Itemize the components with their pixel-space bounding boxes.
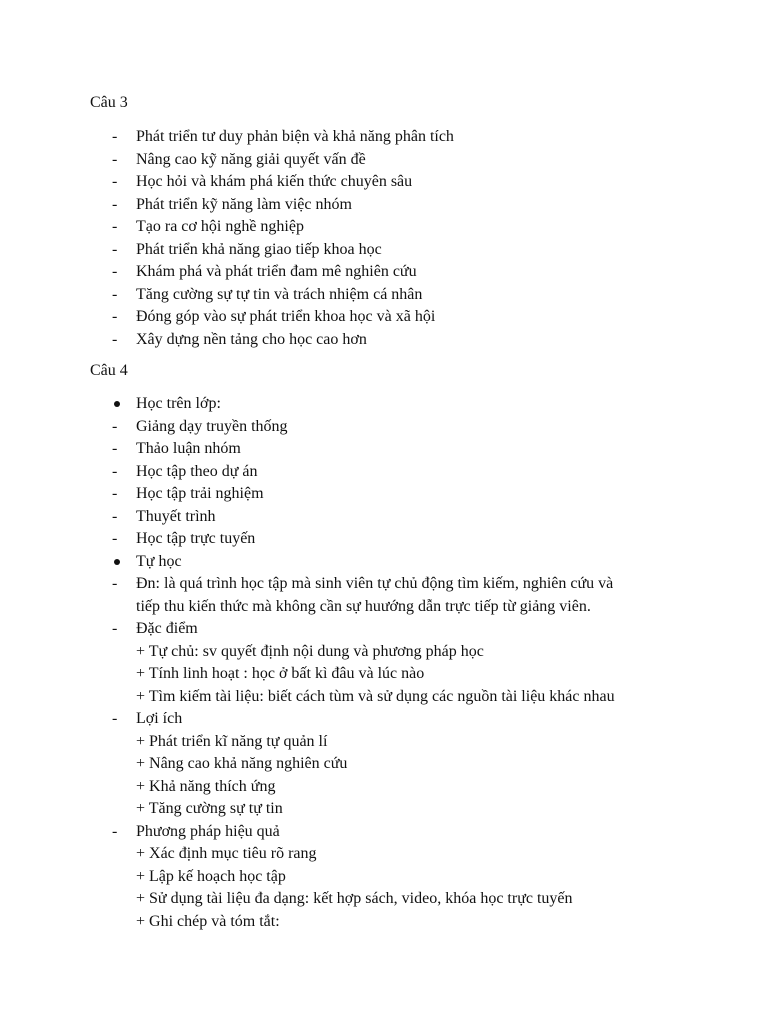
list-item-text: Lợi ích — [136, 710, 183, 727]
dash-marker: - — [112, 440, 118, 457]
list-item-text: Học tập trực tuyến — [136, 530, 256, 547]
list-item-text: Tự học — [136, 552, 182, 570]
list-item-text: Đóng góp vào sự phát triển khoa học và xã hội — [136, 308, 436, 325]
list-item-text: Nâng cao kỹ năng giải quyết vấn đề — [136, 150, 366, 168]
dash-marker: - — [112, 150, 118, 168]
section-heading-cau-3: Câu 3 — [90, 94, 128, 111]
dash-marker: - — [112, 240, 118, 258]
sub-item-text: + Sử dụng tài liệu đa dạng: kết hợp sách, video, khóa học trực tuyến — [136, 890, 573, 907]
list-item-text: Phát triển tư duy phản biện và khả năng phân tích — [136, 128, 454, 145]
dash-marker: - — [112, 417, 118, 435]
dash-marker: - — [112, 128, 118, 145]
bullet-icon — [114, 401, 120, 407]
list-item-text: Phát triển khả năng giao tiếp khoa học — [136, 240, 382, 258]
sub-item-text: + Xác định mục tiêu rõ rang — [136, 845, 317, 862]
section-heading-cau-4: Câu 4 — [90, 362, 128, 379]
list-item-text: tiếp thu kiến thức mà không cần sự huướng dẫn trực tiếp từ giảng viên. — [136, 597, 591, 615]
dash-marker: - — [112, 173, 118, 190]
sub-item-text: + Phát triển kĩ năng tự quản lí — [136, 732, 328, 750]
dash-marker: - — [112, 620, 118, 637]
list-item-text: Học trên lớp: — [136, 395, 221, 412]
list-item-text: Học hỏi và khám phá kiến thức chuyên sâu — [136, 173, 413, 190]
list-item-text: Đặc điểm — [136, 620, 198, 637]
list-item-text: Giảng dạy truyền thống — [136, 417, 288, 435]
dash-marker: - — [112, 308, 118, 325]
sub-item-text: + Ghi chép và tóm tắt: — [136, 912, 280, 930]
dash-marker: - — [112, 285, 118, 303]
dash-marker: - — [112, 530, 118, 547]
list-item-text: Học tập trải nghiệm — [136, 485, 264, 502]
list-item-text: Phương pháp hiệu quả — [136, 822, 280, 840]
dash-marker: - — [112, 710, 118, 727]
list-item-text: Phát triển kỹ năng làm việc nhóm — [136, 195, 352, 213]
dash-marker: - — [112, 330, 118, 348]
sub-item-text: + Khả năng thích ứng — [136, 777, 276, 795]
sub-item-text: + Nâng cao khả năng nghiên cứu — [136, 755, 348, 772]
dash-marker: - — [112, 195, 118, 213]
list-item-text: Tăng cường sự tự tin và trách nhiệm cá nhân — [136, 285, 423, 303]
dash-marker: - — [112, 462, 118, 480]
sub-item-text: + Lập kế hoạch học tập — [136, 867, 286, 885]
sub-item-text: + Tìm kiếm tài liệu: biết cách tùm và sử dụng các nguồn tài liệu khác nhau — [136, 687, 615, 705]
sub-item-text: + Tăng cường sự tự tin — [136, 800, 283, 817]
dash-marker: - — [112, 507, 118, 525]
dash-marker: - — [112, 822, 118, 840]
list-item-text: Tạo ra cơ hội nghề nghiệp — [136, 218, 304, 235]
list-item-text: Khám phá và phát triển đam mê nghiên cứu — [136, 263, 417, 280]
list-item-text: Học tập theo dự án — [136, 462, 258, 480]
dash-marker: - — [112, 575, 118, 592]
dash-marker: - — [112, 218, 118, 235]
dash-marker: - — [112, 485, 118, 502]
sub-item-text: + Tự chủ: sv quyết định nội dung và phương pháp học — [136, 642, 484, 660]
list-item-text: Thảo luận nhóm — [136, 440, 241, 457]
list-item-text: Thuyết trình — [136, 507, 216, 525]
list-item-text: Xây dựng nền tảng cho học cao hơn — [136, 330, 367, 348]
sub-item-text: + Tính linh hoạt : học ở bất kì đâu và lúc nào — [136, 665, 425, 682]
dash-marker: - — [112, 263, 118, 280]
list-item-text: Đn: là quá trình học tập mà sinh viên tự chủ động tìm kiếm, nghiên cứu và — [136, 575, 614, 592]
bullet-icon — [114, 559, 120, 565]
